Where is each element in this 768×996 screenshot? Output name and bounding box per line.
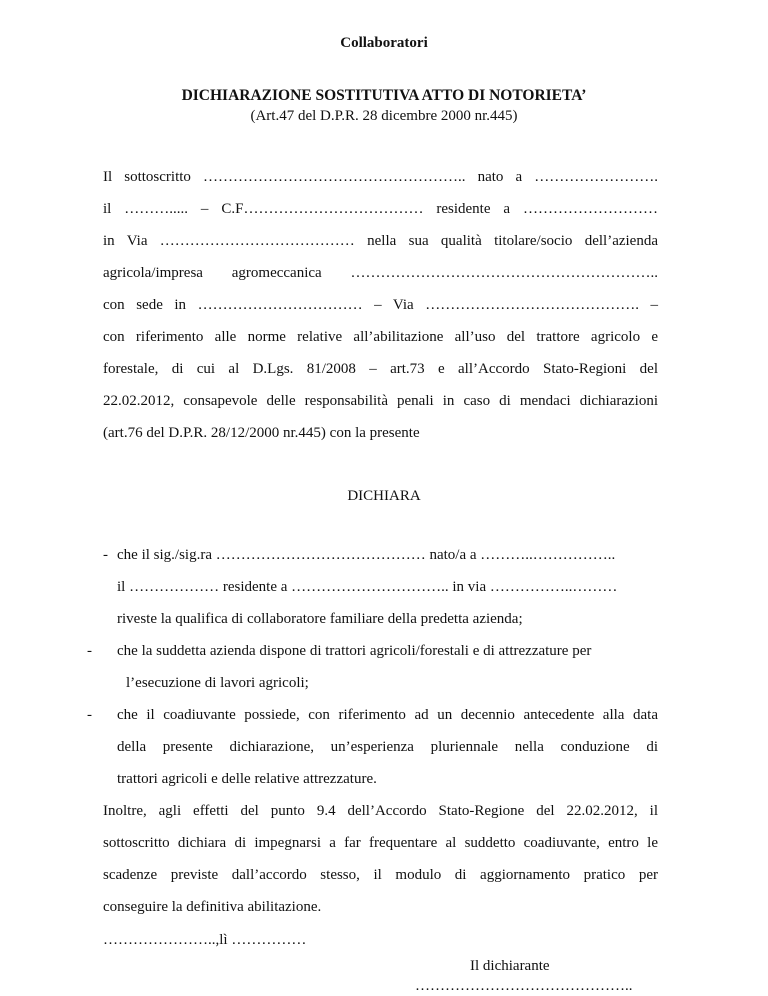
intro-line: agricola/impresa agromeccanica …………………………………………………….. <box>103 265 658 281</box>
intro-line: il ………..... – C.F……………………………… residente a ……………………… <box>103 201 658 217</box>
document-category: Collaboratori <box>340 35 428 51</box>
item-line: trattori agricoli e delle relative attrezzature. <box>117 771 377 787</box>
item-line: che il sig./sig.ra …………………………………… nato/a a ………..…………….. <box>117 547 616 563</box>
item-line: che il coadiuvante possiede, con riferimento ad un decennio antecedente alla data <box>117 707 658 723</box>
intro-line: Il sottoscritto …………………………………………….. nato a ……………………. <box>103 169 658 185</box>
item-line: il ……………… residente a ………………………….. in via ……………..……… <box>117 579 618 595</box>
item-line: l’esecuzione di lavori agricoli; <box>126 675 309 691</box>
intro-line: in Via ………………………………… nella sua qualità titolare/socio dell’azienda <box>103 233 658 249</box>
document-title: DICHIARAZIONE SOSTITUTIVA ATTO DI NOTORIETA’ <box>181 87 587 104</box>
item-line: che la suddetta azienda dispone di trattori agricoli/forestali e di attrezzature per <box>117 643 592 659</box>
intro-line: 22.02.2012, consapevole delle responsabilità penali in caso di mendaci dichiarazioni <box>103 393 658 409</box>
signature-label: Il dichiarante <box>470 958 550 974</box>
intro-line: con riferimento alle norme relative all’abilitazione all’uso del trattore agricolo e <box>103 329 658 345</box>
intro-line: (art.76 del D.P.R. 28/12/2000 nr.445) con la presente <box>103 425 420 441</box>
closing-line: scadenze previste dall’accordo stesso, il modulo di aggiornamento pratico per <box>103 867 658 883</box>
closing-line: conseguire la definitiva abilitazione. <box>103 899 322 915</box>
closing-line: Inoltre, agli effetti del punto 9.4 dell’Accordo Stato-Regione del 22.02.2012, il <box>103 803 658 819</box>
intro-line: forestale, di cui al D.Lgs. 81/2008 – art.73 e all’Accordo Stato-Regioni del <box>103 361 658 377</box>
signature-line: …………………………………….. <box>415 978 633 994</box>
place-date-field: …………………..,lì …………… <box>103 932 307 948</box>
document-subtitle: (Art.47 del D.P.R. 28 dicembre 2000 nr.445) <box>250 108 518 124</box>
list-dash: - <box>103 547 108 563</box>
list-dash: - <box>87 643 92 659</box>
intro-line: con sede in …………………………… – Via ……………………………………. – <box>103 297 658 313</box>
item-line: della presente dichiarazione, un’esperienza pluriennale nella conduzione di <box>117 739 658 755</box>
item-line: riveste la qualifica di collaboratore familiare della predetta azienda; <box>117 611 523 627</box>
declares-heading: DICHIARA <box>347 488 421 504</box>
list-dash: - <box>87 707 92 723</box>
closing-line: sottoscritto dichiara di impegnarsi a far frequentare al suddetto coadiuvante, entro le <box>103 835 658 851</box>
